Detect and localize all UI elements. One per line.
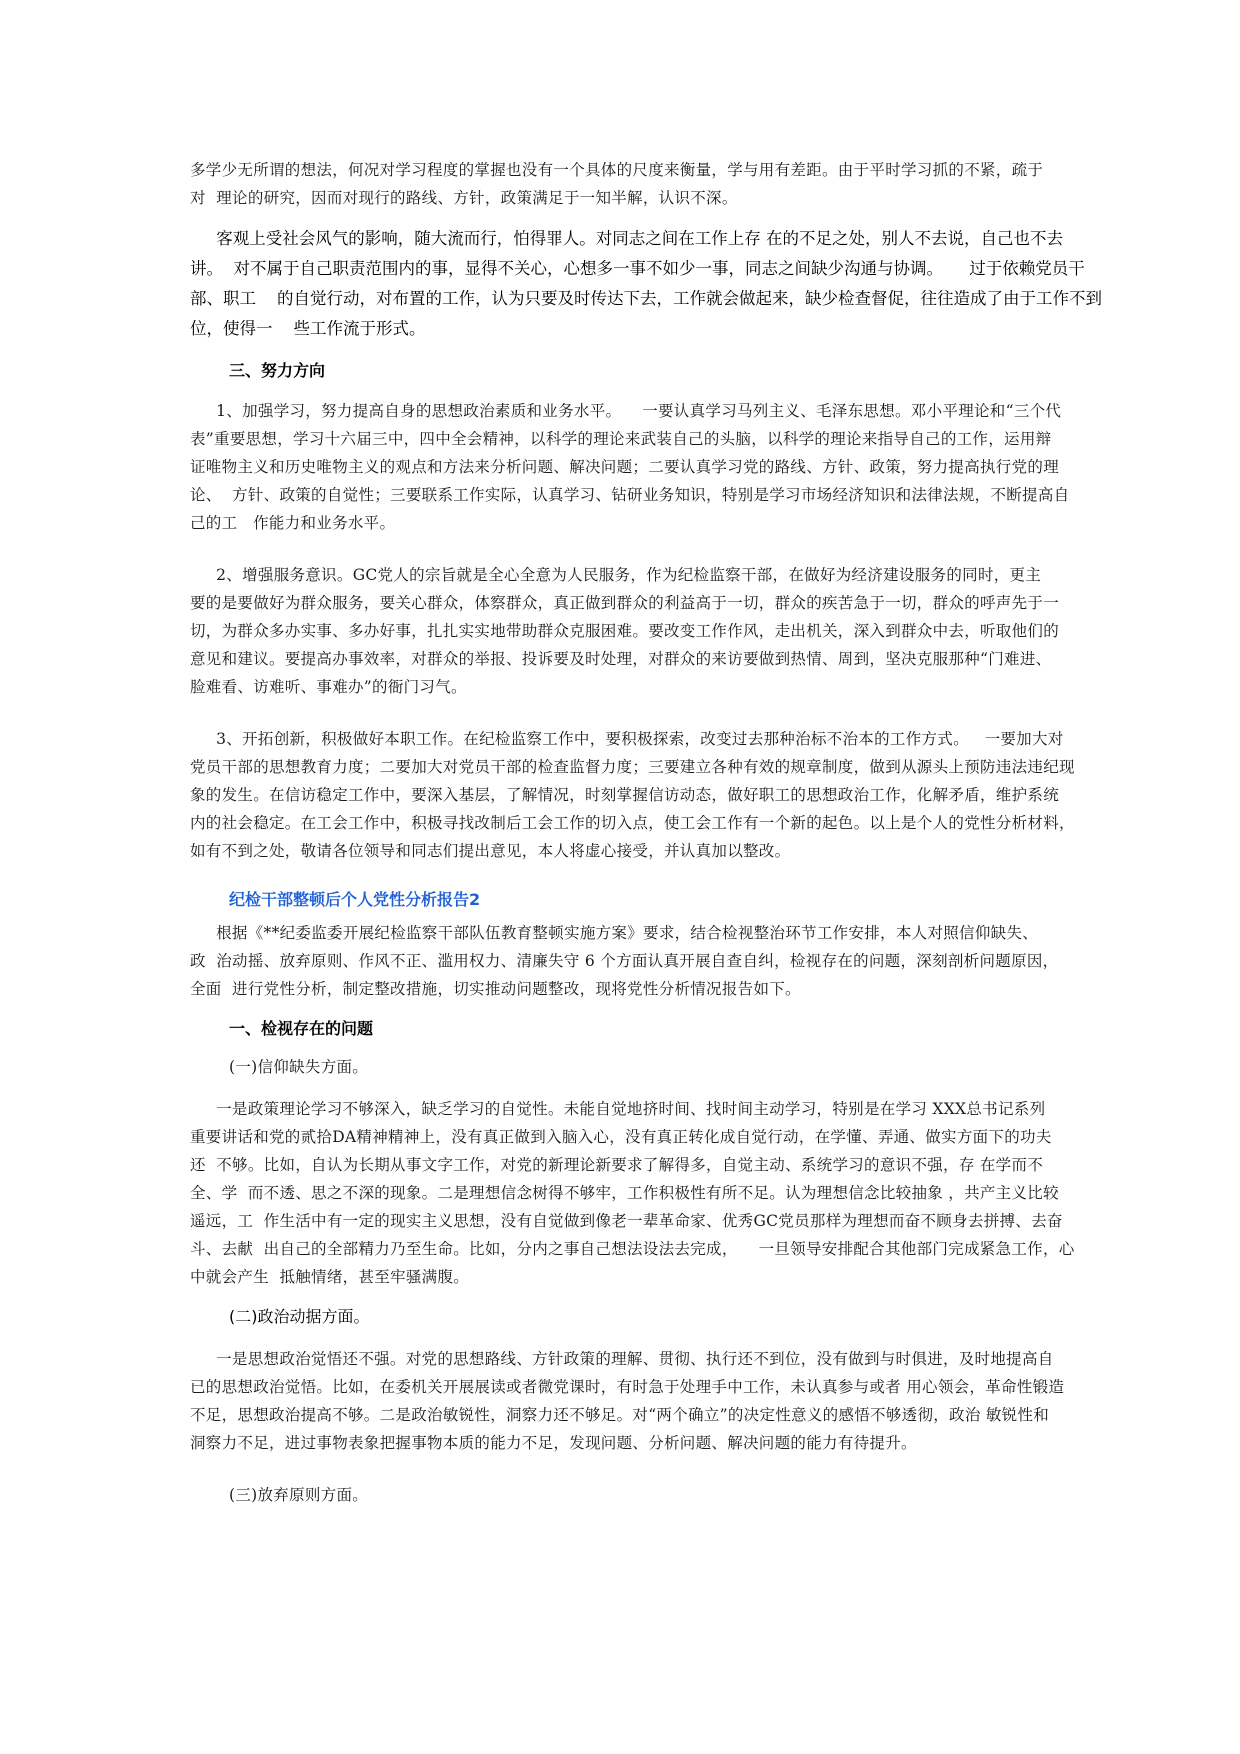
paragraph-line: 洞察力不足，进过事物表象把握事物本质的能力不足，发现问题、分析问题、解决问题的能力有待提升。 (190, 1434, 917, 1452)
paragraph-line: 客观上受社会风气的影响，随大流而行，怕得罪人。对同志之间在工作上存 在的不足之处，别人不去说，自己也不去 (190, 229, 1063, 248)
paragraph-line: 如有不到之处，敬请各位领导和同志们提出意见，本人将虚心接受，并认真加以整改。 (190, 842, 791, 860)
paragraph-line: 证唯物主义和历史唯物主义的观点和方法来分析问题、解决问题；二要认真学习党的路线、方针、政策，努力提高执行党的理 (190, 458, 1060, 476)
paragraph-line: 对 理论的研究，因而对现行的路线、方针，政策满足于一知半解，认识不深。 (190, 189, 738, 207)
paragraph-line: 全面 进行党性分析，制定整改措施，切实推动问题整改，现将党性分析情况报告如下。 (190, 980, 801, 998)
paragraph-line: 内的社会稳定。在工会工作中，积极寻找改制后工会工作的切入点，使工会工作有一个新的起色。以上是个人的党性分析材料， (190, 814, 1075, 832)
paragraph-line: 中就会产生 抵触情绪，甚至牢骚满腹。 (190, 1268, 470, 1286)
paragraph-line: 全、学 而不透、思之不深的现象。二是理想信念树得不够牢，工作积极性有所不足。认为理想信念比较抽象 ，共产主义比较 (190, 1184, 1059, 1202)
section-heading: 三、努力方向 (229, 361, 326, 380)
paragraph-line: 政 治动摇、放弃原则、作风不正、滥用权力、清廉失守 6 个方面认真开展自查自纠，检视存在的问题，深刻剖析问题原因， (190, 952, 1059, 970)
paragraph-line: 已的思想政治觉悟。比如，在委机关开展展读或者微党课时，有时急于处理手中工作，未认真参与或者 用心领会，革命性锻造 (190, 1378, 1065, 1396)
report-title: 纪检干部整顿后个人党性分析报告2 (229, 890, 481, 909)
paragraph-line: 还 不够。比如，自认为长期从事文字工作，对党的新理论新要求了解得多，自觉主动、系统学习的意识不强，存 在学而不 (190, 1156, 1044, 1174)
paragraph-line: 2、增强服务意识。GC党人的宗旨就是全心全意为人民服务，作为纪检监察干部，在做好为经济建设服务的同时，更主 (190, 566, 1042, 584)
paragraph-line: 象的发生。在信访稳定工作中，要深入基层，了解情况，时刻掌握信访动态，做好职工的思想政治工作，化解矛盾，维护系统 (190, 786, 1060, 804)
paragraph-line: 党员干部的思想教育力度；二要加大对党员干部的检查监督力度；三要建立各种有效的规章制度，做到从源头上预防违法违纪现 (190, 758, 1075, 776)
paragraph-line: 讲。 对不属于自己职责范围内的事，显得不关心，心想多一事不如少一事，同志之间缺少沟通与协调。 过于依赖党员干 (190, 259, 1085, 278)
paragraph-line: 脸难看、访难听、事难办”的衙门习气。 (190, 678, 467, 696)
paragraph-line: 部、职工 的自觉行动，对布置的工作，认为只要及时传达下去，工作就会做起来，缺少检查督促，往往造成了由于工作不到 (190, 289, 1102, 308)
paragraph-line: 己的工 作能力和业务水平。 (190, 514, 396, 532)
paragraph-line: 要的是要做好为群众服务，要关心群众，体察群众，真正做到群众的利益高于一切，群众的疾苦急于一切，群众的呼声先于一 (190, 594, 1060, 612)
subsection-heading: (三)放弃原则方面。 (229, 1486, 369, 1504)
paragraph-line: 位，使得一 些工作流于形式。 (190, 319, 426, 338)
paragraph-line: 论、 方针、政策的自觉性；三要联系工作实际，认真学习、钻研业务知识，特别是学习市场经济知识和法律法规，不断提高自 (190, 486, 1070, 504)
paragraph-line: 重要讲话和党的贰拾DA精神精神上，没有真正做到入脑入心，没有真正转化成自觉行动，在学懂、弄通、做实方面下的功夫 (190, 1128, 1052, 1146)
section-heading: 一、检视存在的问题 (229, 1019, 374, 1038)
paragraph-line: 根据《**纪委监委开展纪检监察干部队伍教育整顿实施方案》要求，结合检视整治环节工作安排，本人对照信仰缺失、 (190, 924, 1039, 942)
paragraph-line: 一是思想政治觉悟还不强。对党的思想路线、方针政策的理解、贯彻、执行还不到位，没有做到与时俱进，及时地提高自 (190, 1350, 1054, 1368)
paragraph-line: 表”重要思想，学习十六届三中，四中全会精神，以科学的理论来武装自己的头脑，以科学的理论来指导自己的工作，运用辩 (190, 430, 1052, 448)
paragraph-line: 一是政策理论学习不够深入，缺乏学习的自觉性。未能自觉地挤时间、找时间主动学习，特别是在学习 XXX总书记系列 (190, 1100, 1046, 1118)
paragraph-line: 不足，思想政治提高不够。二是政治敏锐性，洞察力还不够足。对“两个确立”的决定性意义的感悟不够透彻，政治 敏锐性和 (190, 1406, 1050, 1424)
subsection-heading: (二)政治动据方面。 (229, 1307, 370, 1326)
paragraph-line: 意见和建议。要提高办事效率，对群众的举报、投诉要及时处理，对群众的来访要做到热情、周到，坚决克服那种“门难进、 (190, 650, 1052, 668)
paragraph-line: 切，为群众多办实事、多办好事，扎扎实实地带助群众克服困难。要改变工作作风，走出机关，深入到群众中去，听取他们的 (190, 622, 1060, 640)
paragraph-line: 1、加强学习，努力提高自身的思想政治素质和业务水平。 一要认真学习马列主义、毛泽东思想。邓小平理论和“三个代 (190, 402, 1062, 420)
paragraph-line: 3、开拓创新，积极做好本职工作。在纪检监察工作中，要积极探索，改变过去那种治标不治本的工作方式。 一要加大对 (190, 730, 1064, 748)
paragraph-line: 多学少无所谓的想法，何况对学习程度的掌握也没有一个具体的尺度来衡量，学与用有差距。由于平时学习抓的不紧，疏于 (190, 161, 1044, 179)
paragraph-line: 遥远，工 作生活中有一定的现实主义思想，没有自觉做到像老一辈革命家、优秀GC党员那样为理想而奋不顾身去拼搏、去奋 (190, 1212, 1063, 1230)
paragraph-line: 斗、去献 出自己的全部精力乃至生命。比如，分内之事自己想法设法去完成， 一旦领导安排配合其他部门完成紧急工作，心 (190, 1240, 1075, 1258)
subsection-heading: (一)信仰缺失方面。 (229, 1058, 369, 1076)
